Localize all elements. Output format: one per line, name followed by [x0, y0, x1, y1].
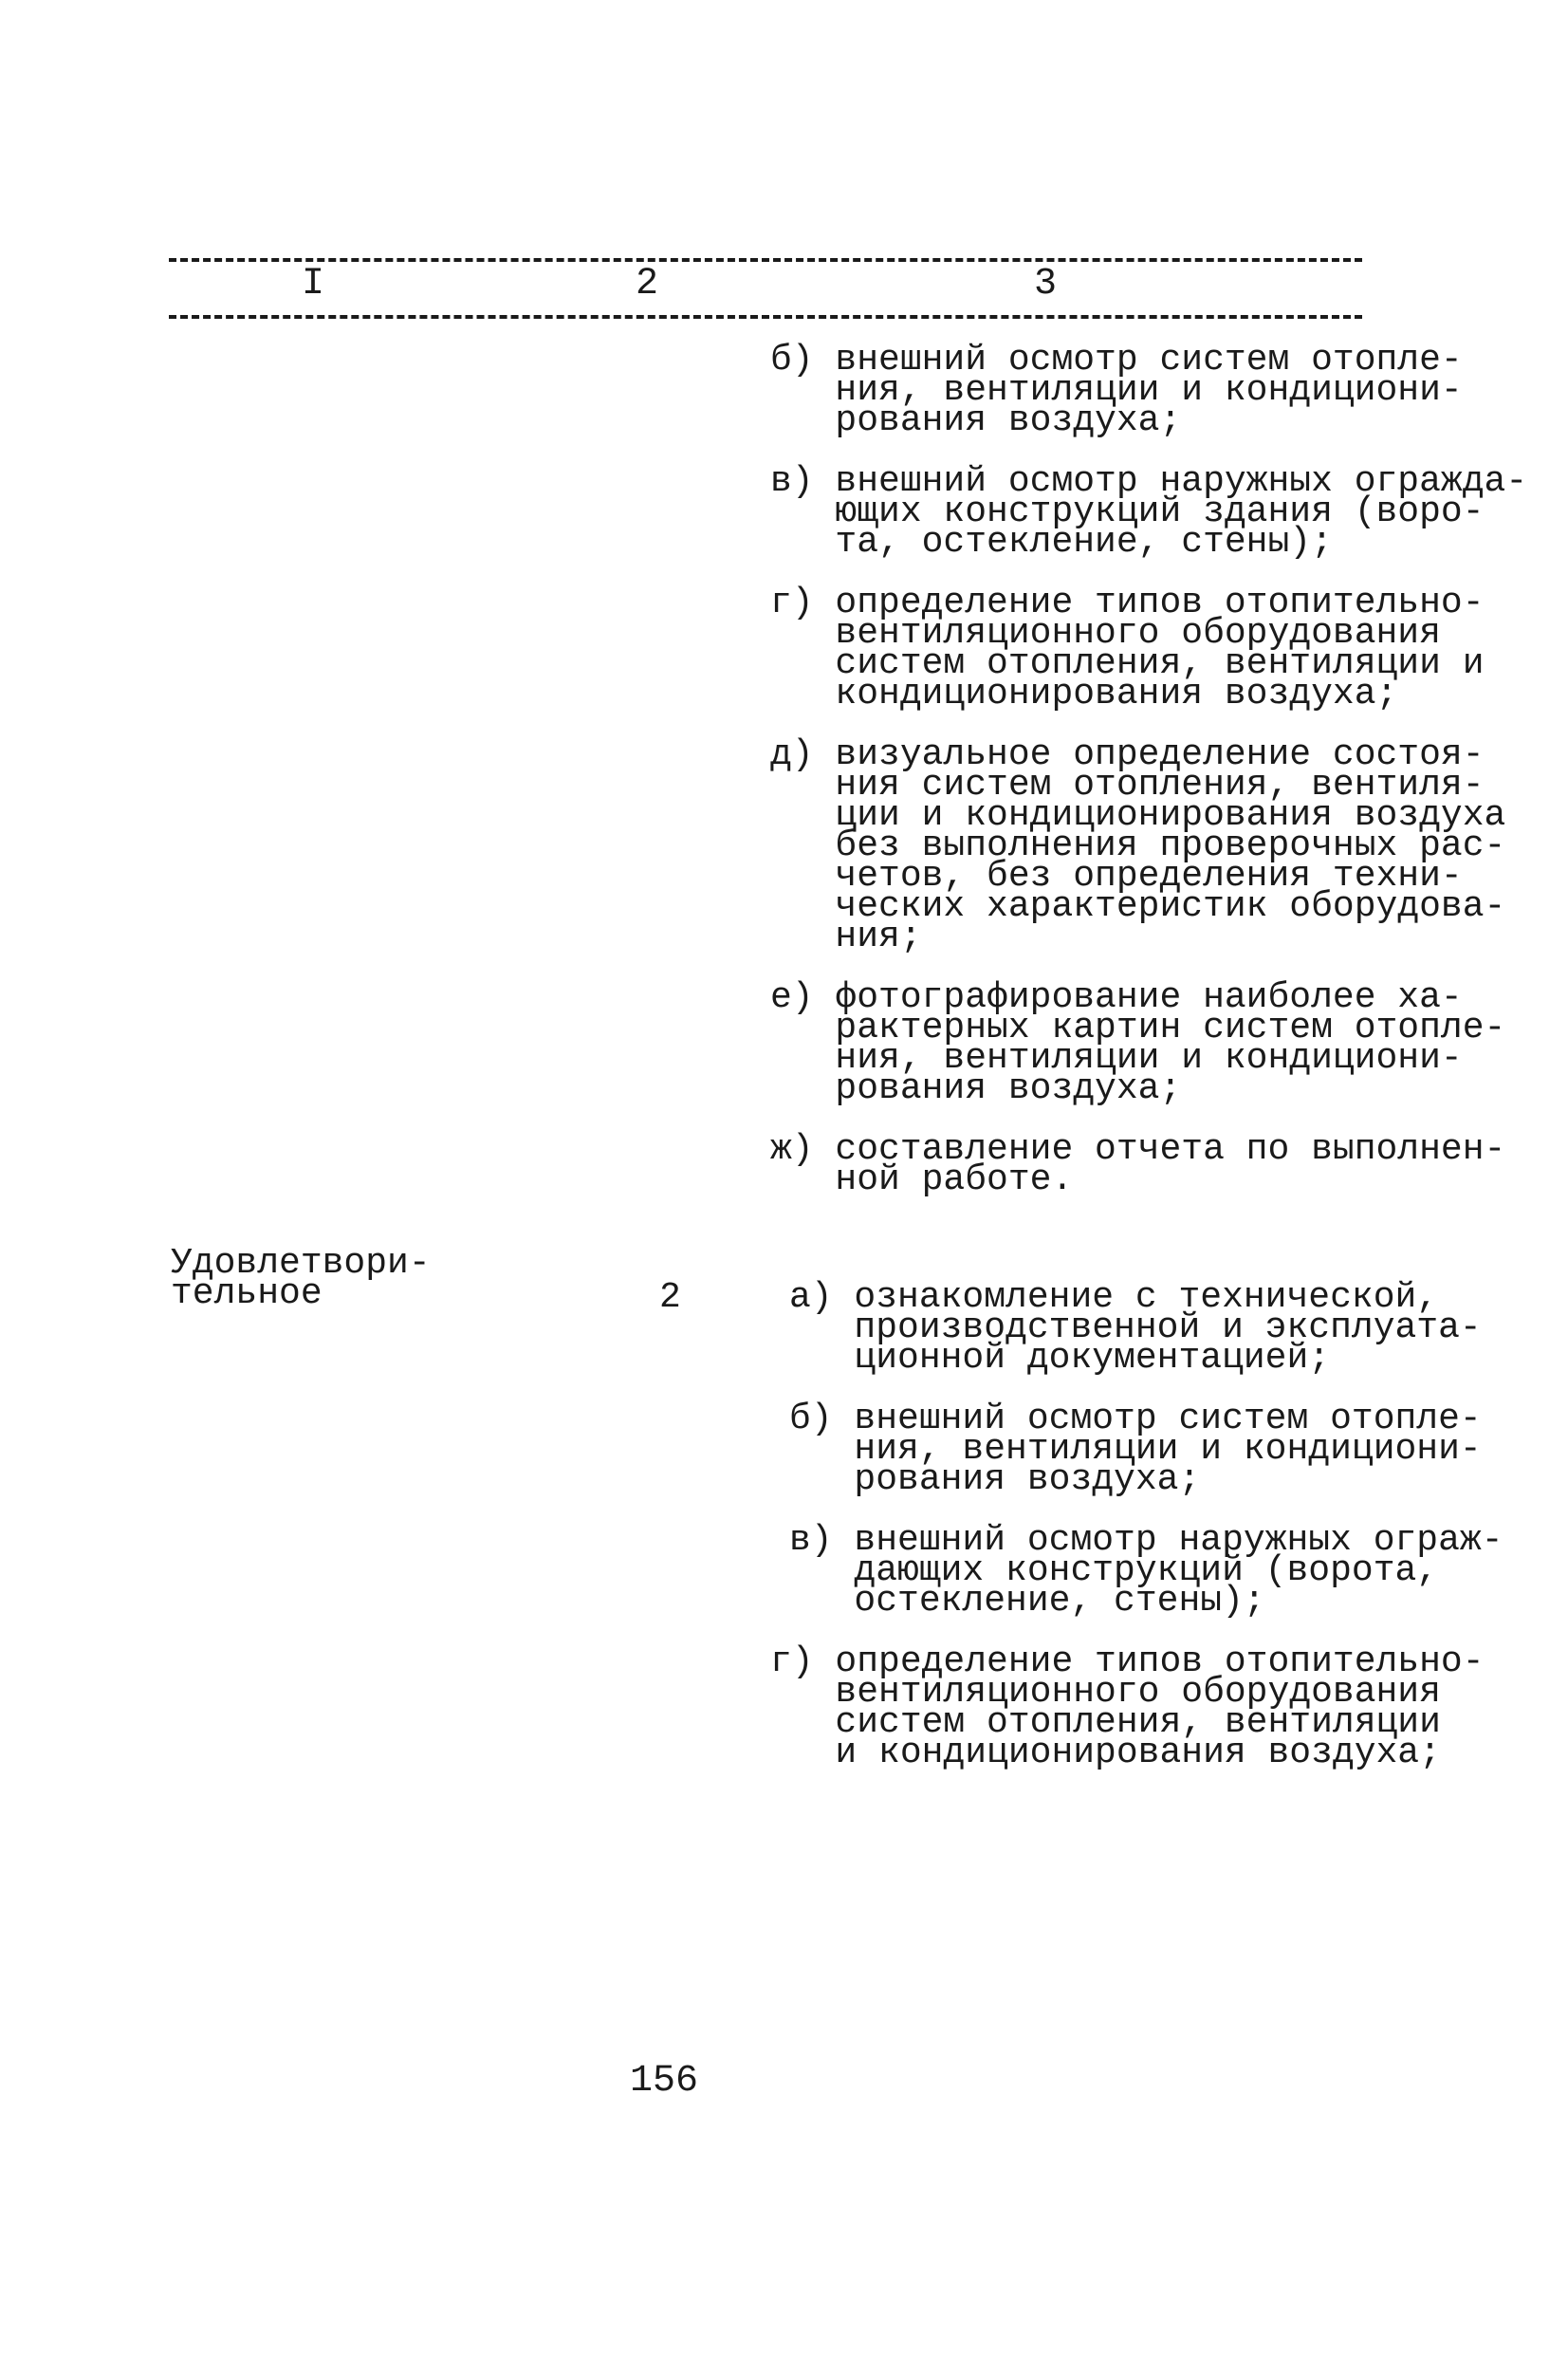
satisfactory-item-a: а) ознакомление с технической, производственной и эксплуата- ционной документацией;: [789, 1277, 1482, 1379]
grade-value: 2: [659, 1277, 681, 1318]
list-item-e: е) фотографирование наиболее ха- рактерных картин систем отопле- ния, вентиляции и кондициони- рования воздуха;: [770, 977, 1506, 1109]
list-item-v: в) внешний осмотр наружных огражда- ющих конструкций здания (воро- та, остекление, стены);: [770, 461, 1528, 563]
page-number: 156: [630, 2060, 699, 2103]
header-top-dashed-rule: [169, 258, 1362, 262]
column-header-1: I: [302, 263, 325, 306]
satisfactory-item-b: б) внешний осмотр систем отопле- ния, вентиляции и кондициони- рования воздуха;: [789, 1399, 1482, 1500]
satisfactory-item-g: г) определение типов отопительно- вентиляционного оборудования систем отопления, вентиляции и кондиционирования воздуха;: [770, 1641, 1485, 1773]
list-item-b: б) внешний осмотр систем отопле- ния, вентиляции и кондициони- рования воздуха;: [770, 340, 1463, 441]
satisfactory-item-v: в) внешний осмотр наружных ограж- дающих конструкций (ворота, остекление, стены);: [789, 1520, 1503, 1622]
column-header-2: 2: [636, 263, 659, 306]
list-item-zh: ж) составление отчета по выполнен- ной работе.: [770, 1129, 1506, 1200]
column-header-3: 3: [1034, 263, 1058, 306]
rating-label: Удовлетвори- тельное: [171, 1243, 431, 1314]
list-item-g: г) определение типов отопительно- вентиляционного оборудования систем отопления, вентиляции и кондиционирования воздуха;: [770, 583, 1485, 714]
list-item-d: д) визуальное определение состоя- ния систем отопления, вентиля- ции и кондиционирования воздуха без выполнения проверочных рас- четов, без определения техни- ческих характеристик оборудова- ния;: [770, 734, 1506, 957]
header-bottom-dashed-rule: [169, 315, 1362, 319]
